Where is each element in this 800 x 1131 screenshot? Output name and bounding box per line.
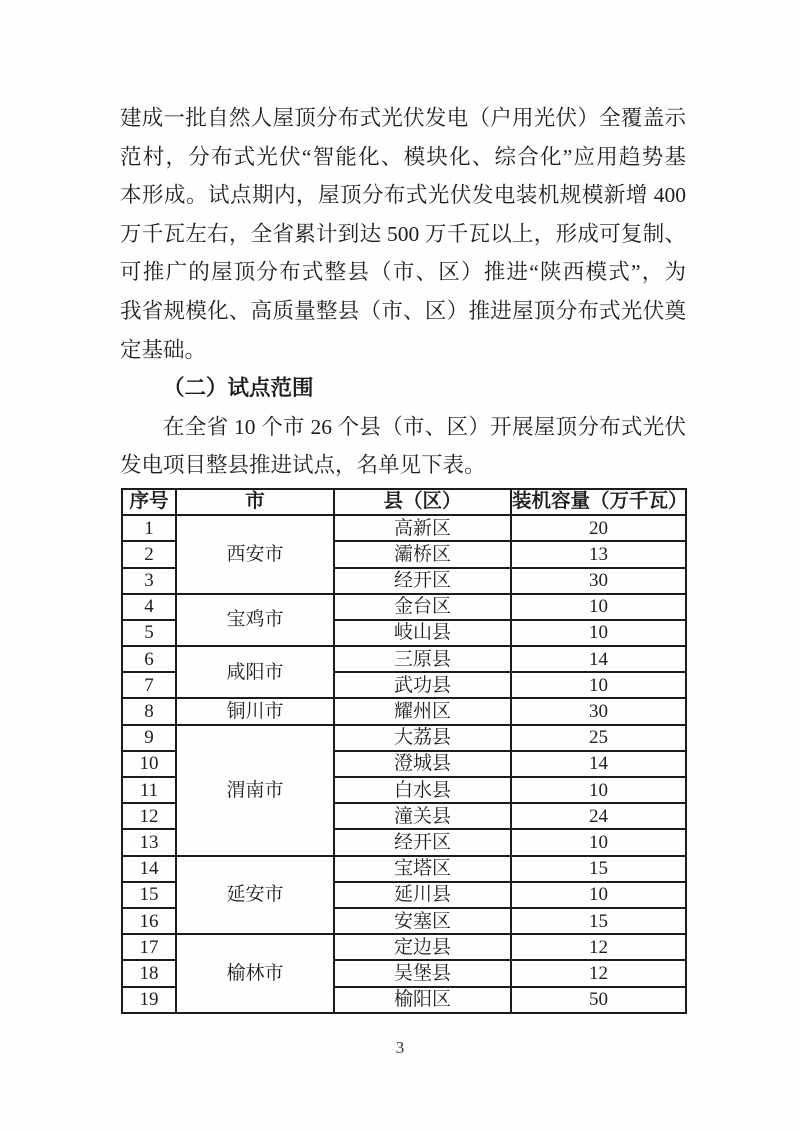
capacity-cell: 10 — [511, 594, 686, 620]
capacity-cell: 10 — [511, 882, 686, 908]
capacity-cell: 15 — [511, 856, 686, 882]
capacity-cell: 24 — [511, 803, 686, 829]
body-text-line: 本形成。试点期内，屋顶分布式光伏发电装机规模新增 400 — [120, 183, 686, 208]
city-cell: 延安市 — [176, 856, 334, 935]
city-cell: 榆林市 — [176, 934, 334, 1013]
county-cell: 潼关县 — [334, 803, 511, 829]
seq-cell: 12 — [122, 803, 176, 829]
county-cell: 三原县 — [334, 646, 511, 672]
capacity-cell: 10 — [511, 672, 686, 698]
table-row — [122, 725, 686, 751]
capacity-cell: 10 — [511, 620, 686, 646]
seq-cell: 18 — [122, 960, 176, 986]
seq-cell: 4 — [122, 594, 176, 620]
seq-cell: 2 — [122, 541, 176, 567]
table-row — [122, 594, 686, 620]
document-body — [120, 99, 686, 1014]
capacity-cell: 20 — [511, 515, 686, 541]
body-text-line: 范村，分布式光伏“智能化、模块化、综合化”应用趋势基 — [120, 144, 686, 169]
page-number: 3 — [395, 1038, 405, 1057]
seq-cell: 14 — [122, 856, 176, 882]
seq-cell: 16 — [122, 908, 176, 934]
county-cell: 高新区 — [334, 515, 511, 541]
table-row — [122, 515, 686, 541]
county-cell: 榆阳区 — [334, 987, 511, 1013]
county-cell: 岐山县 — [334, 620, 511, 646]
city-cell: 西安市 — [176, 515, 334, 594]
table-body — [122, 515, 686, 1013]
county-cell: 大荔县 — [334, 725, 511, 751]
body-text-line: 万千瓦左右，全省累计到达 500 万千瓦以上，形成可复制、 — [120, 221, 686, 246]
seq-cell: 17 — [122, 934, 176, 960]
county-cell: 定边县 — [334, 934, 511, 960]
city-cell: 咸阳市 — [176, 646, 334, 698]
city-cell: 铜川市 — [176, 698, 334, 724]
capacity-cell: 50 — [511, 987, 686, 1013]
capacity-cell: 12 — [511, 960, 686, 986]
seq-cell: 19 — [122, 987, 176, 1013]
county-cell: 安塞区 — [334, 908, 511, 934]
capacity-cell: 12 — [511, 934, 686, 960]
county-cell: 延川县 — [334, 882, 511, 908]
seq-cell: 3 — [122, 568, 176, 594]
capacity-cell: 10 — [511, 829, 686, 855]
table-row — [122, 698, 686, 724]
header-seq: 序号 — [122, 489, 176, 515]
capacity-cell: 14 — [511, 646, 686, 672]
header-capacity: 装机容量（万千瓦） — [511, 489, 686, 515]
county-cell: 经开区 — [334, 829, 511, 855]
table-header-row — [122, 489, 686, 515]
county-cell: 灞桥区 — [334, 541, 511, 567]
capacity-cell: 15 — [511, 908, 686, 934]
city-cell: 宝鸡市 — [176, 594, 334, 646]
county-cell: 金台区 — [334, 594, 511, 620]
capacity-cell: 30 — [511, 698, 686, 724]
seq-cell: 1 — [122, 515, 176, 541]
seq-cell: 13 — [122, 829, 176, 855]
seq-cell: 15 — [122, 882, 176, 908]
section-heading: （二）试点范围 — [163, 376, 314, 401]
seq-cell: 6 — [122, 646, 176, 672]
capacity-cell: 30 — [511, 568, 686, 594]
county-cell: 澄城县 — [334, 751, 511, 777]
county-cell: 武功县 — [334, 672, 511, 698]
paragraph-1 — [120, 99, 686, 369]
body-text-line: 发电项目整县推进试点，名单见下表。 — [120, 453, 486, 478]
capacity-cell: 25 — [511, 725, 686, 751]
county-cell: 经开区 — [334, 568, 511, 594]
seq-cell: 9 — [122, 725, 176, 751]
body-text-line: 在全省 10 个市 26 个县（市、区）开展屋顶分布式光伏 — [163, 414, 686, 439]
table-row — [122, 646, 686, 672]
county-cell: 宝塔区 — [334, 856, 511, 882]
body-text-line: 我省规模化、高质量整县（市、区）推进屋顶分布式光伏奠 — [120, 298, 686, 323]
seq-cell: 7 — [122, 672, 176, 698]
capacity-cell: 10 — [511, 777, 686, 803]
table-row — [122, 934, 686, 960]
capacity-cell: 14 — [511, 751, 686, 777]
header-city: 市 — [176, 489, 334, 515]
body-text-line: 建成一批自然人屋顶分布式光伏发电（户用光伏）全覆盖示 — [120, 106, 686, 130]
county-cell: 白水县 — [334, 777, 511, 803]
seq-cell: 10 — [122, 751, 176, 777]
county-cell: 吴堡县 — [334, 960, 511, 986]
body-text-line: 可推广的屋顶分布式整县（市、区）推进“陕西模式”，为 — [120, 260, 686, 285]
paragraph-2 — [120, 408, 686, 485]
city-cell: 渭南市 — [176, 725, 334, 856]
pilot-counties-table — [121, 488, 687, 1014]
header-county: 县（区） — [334, 489, 511, 515]
seq-cell: 5 — [122, 620, 176, 646]
seq-cell: 11 — [122, 777, 176, 803]
capacity-cell: 13 — [511, 541, 686, 567]
county-cell: 耀州区 — [334, 698, 511, 724]
seq-cell: 8 — [122, 698, 176, 724]
body-text-line: 定基础。 — [120, 337, 207, 362]
table-row — [122, 856, 686, 882]
